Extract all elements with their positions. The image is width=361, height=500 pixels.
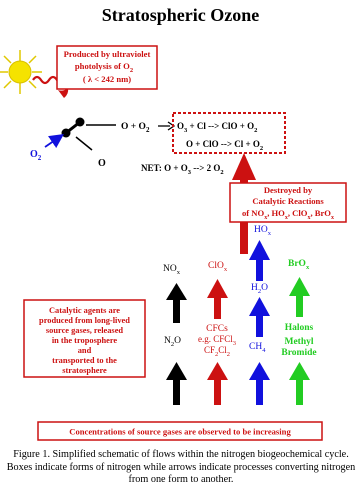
source-line4: in the troposphere	[51, 336, 118, 345]
reaction-row2: O + ClO --> $Cl + O_2$	[186, 139, 264, 152]
o-atom-label: O	[98, 158, 106, 169]
h2o-label: $H_2O$	[251, 283, 268, 295]
o2-molecule	[30, 118, 116, 170]
photolysis-line1: Produced by ultraviolet	[63, 49, 151, 59]
photolysis-box	[57, 46, 157, 89]
brox-label: BrO$_x$	[288, 259, 310, 271]
clox-label: ClO$_x$	[208, 261, 228, 273]
figure-caption: Figure 1. Simplified schematic of flows within the nitrogen biogeochemical cycle. Boxes indicate forms of nitrogen while arrows indicate processes converting nitrogen from one form to another.	[6, 449, 356, 485]
destroyed-line3: of $NO_x$, $HO_x$, ClO$_x$, BrO$_x$	[242, 208, 334, 221]
ch4-label: $CH_4$	[249, 342, 266, 354]
reaction-row1: $O_3 + Cl$ --> ClO + $O_2$	[177, 121, 258, 134]
sun-icon	[0, 50, 42, 94]
source-line6: transported to the	[52, 356, 117, 365]
source-line3: source gases, released	[45, 326, 124, 335]
halons-label: Halons	[284, 323, 314, 333]
hox-column	[249, 225, 272, 405]
ozone-formation: $O + O_2$	[121, 122, 150, 134]
nox-column	[163, 264, 187, 405]
clox-column	[198, 261, 236, 405]
cfcs-example2: $CF_2Cl_2$	[203, 345, 231, 358]
methyl-label: Methyl	[284, 337, 314, 347]
brox-column	[281, 259, 316, 405]
destroyed-box	[230, 183, 346, 222]
photolysis-line3: ( λ < 242 nm)	[82, 74, 132, 84]
source-line5: and	[77, 346, 92, 355]
net-reaction: NET: $O + O_3$ --> 2 $O_2$	[141, 163, 224, 176]
cfcs-label: CFCs	[206, 324, 228, 334]
cfcs-example: e.g. CFCl$_3$	[197, 334, 237, 347]
hox-label: $HO_x$	[254, 225, 271, 237]
source-line7: stratosphere	[62, 366, 107, 375]
catalytic-reaction-box	[173, 113, 285, 153]
destroyed-line2: Catalytic Reactions	[252, 196, 324, 206]
photolysis-line2: photolysis of $O_2$	[74, 61, 134, 74]
source-line2: produced from long-lived	[39, 316, 130, 325]
nox-label: $NO_x$	[163, 264, 180, 276]
concentration-text: Concentrations of source gases are observed to be increasing	[69, 426, 291, 437]
concentration-box	[38, 422, 322, 440]
o2-label: $O_2$	[30, 149, 42, 162]
bromide-label: Bromide	[281, 348, 317, 358]
source-line1: Catalytic agents are	[48, 306, 121, 315]
source-gases-box	[24, 300, 145, 377]
n2o-label: $N_2O$	[164, 336, 181, 348]
destroyed-line1: Destroyed by	[263, 185, 313, 195]
page-title: Stratospheric Ozone	[101, 5, 260, 25]
